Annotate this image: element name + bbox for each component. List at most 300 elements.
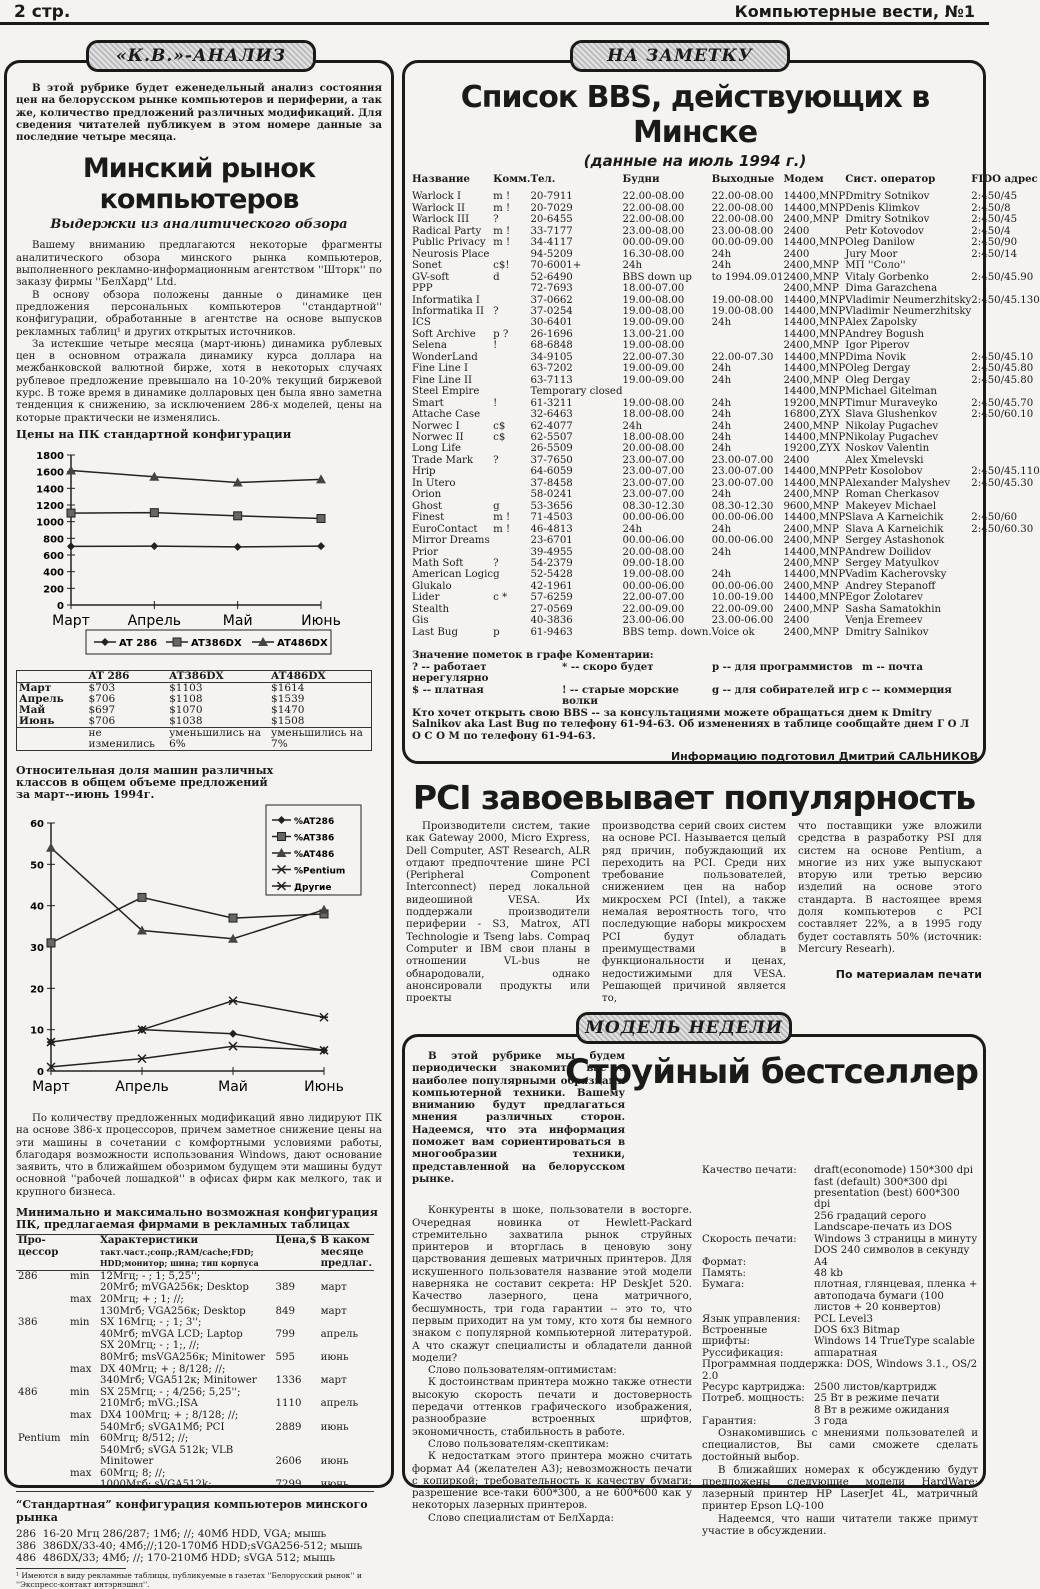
x-tick-label: Апрель bbox=[127, 612, 182, 629]
bbs-row bbox=[412, 512, 1040, 523]
y-tick-label: 1000 bbox=[36, 517, 64, 529]
bbs-row bbox=[412, 489, 1040, 500]
bbs-cell bbox=[622, 386, 711, 397]
series-line bbox=[71, 513, 321, 519]
spec-value: DOS 6x3 Bitmap Windows 14 TrueType scalable bbox=[814, 1324, 975, 1348]
bbs-cell: 22.00-08.00 bbox=[622, 202, 685, 214]
marker-triangle bbox=[66, 465, 76, 474]
bbs-cell bbox=[493, 581, 530, 592]
bbs-cell bbox=[493, 478, 530, 489]
bbs-cell bbox=[971, 317, 1039, 328]
bbs-cell: m ! bbox=[493, 237, 511, 249]
y-tick-label: 0 bbox=[37, 1066, 44, 1078]
bbs-cell: Dmitry Salnikov bbox=[845, 626, 929, 638]
bbs-cell: 00.00-06.00 bbox=[622, 580, 685, 592]
bbs-cell bbox=[971, 260, 1039, 271]
bbs-cell: Informatika II bbox=[412, 305, 484, 317]
bbs-cell: 24h bbox=[711, 569, 732, 581]
y-tick-label: 1600 bbox=[36, 467, 64, 479]
bbs-cell: Finest bbox=[412, 512, 445, 524]
bbs-cell: 24h bbox=[711, 523, 732, 535]
bbs-cell bbox=[971, 489, 1039, 500]
bbs-cell: 24h bbox=[711, 409, 732, 421]
bbs-cell: Norwec I bbox=[412, 420, 460, 432]
config-chars-line: 130Мгб; VGA256к; Desktop bbox=[100, 1305, 246, 1317]
bbs-cell: 2400,MNP bbox=[783, 283, 839, 295]
bbs-cell: 23.00-07.00 bbox=[711, 454, 774, 466]
price-cell: $1470 bbox=[271, 703, 305, 716]
config-chars bbox=[98, 1340, 274, 1363]
legend-label: AT486DX bbox=[277, 637, 328, 649]
spec-value: draft(economode) 150*300 dpi fast (default) 300*300 dpi presentation (best) 600*300 dpi 256 градаций серого Landscape-печать из DOS bbox=[814, 1165, 973, 1234]
config-row bbox=[16, 1433, 374, 1468]
bbs-rubric: НА ЗАМЕТКУ bbox=[570, 40, 790, 72]
bbs-cell: 23.00-08.00 bbox=[711, 225, 774, 237]
price-summary: уменьшились на 7% bbox=[271, 726, 363, 750]
bbs-legend-item: * -- скоро будет bbox=[562, 660, 654, 673]
bbs-cell: 14400,MNP bbox=[783, 294, 846, 306]
price-row bbox=[17, 716, 372, 728]
bbs-row bbox=[412, 627, 1040, 638]
legend-label: %AT286 bbox=[294, 816, 335, 827]
bbs-cell: 23.00-07.00 bbox=[711, 477, 774, 489]
bbs-cell: 23.00-07.00 bbox=[622, 454, 685, 466]
config-chars-line: SX 25Мгц; - ; 4/256; 5,25''; bbox=[100, 1386, 241, 1398]
bbs-cell bbox=[971, 421, 1039, 432]
config-kind: max bbox=[70, 1363, 92, 1375]
bbs-cell: 22.00-08.00 bbox=[711, 214, 774, 226]
bbs-cell: 2400,MNP bbox=[783, 214, 839, 226]
bbs-cell: Ghost bbox=[412, 500, 443, 512]
marker-diamond bbox=[229, 1030, 237, 1038]
bbs-cell: 14400,MNP bbox=[783, 546, 846, 558]
bbs-cell bbox=[971, 547, 1039, 558]
pci-column: что поставщики уже вложили средства в разработку PSI для систем на основе Pentium, а многие из них уже выпускают вторую или третью версию изделий на основе этого стандарта. В настоящее время доля компьютеров с PCI составляет 22%, а в 1995 году будет составлять 50% (источник: Mercury Researh). bbox=[798, 821, 982, 955]
bbs-cell bbox=[971, 501, 1039, 512]
config-proc: Pentium bbox=[18, 1433, 61, 1445]
config-row bbox=[16, 1270, 374, 1294]
model-content bbox=[412, 1050, 978, 1538]
spec-value: 48 kb bbox=[814, 1267, 843, 1279]
config-chars-line: 210Мгб; mVG.;ISA bbox=[100, 1398, 198, 1410]
bbs-cell: Warlock III bbox=[412, 214, 470, 226]
bbs-legend-item: $ -- платная bbox=[412, 683, 484, 696]
spec-key: Ресурс картриджа: bbox=[702, 1381, 806, 1393]
bbs-row bbox=[412, 478, 1040, 489]
bbs-cell: 2:450/60.10 bbox=[971, 409, 1034, 421]
legend-label: Другие bbox=[294, 882, 332, 893]
bbs-row bbox=[412, 306, 1040, 317]
config-chars bbox=[98, 1317, 274, 1340]
bbs-cell: 24h bbox=[711, 431, 732, 443]
bbs-cell: 2400 bbox=[783, 225, 810, 237]
bbs-title: Список BBS, действующих в Минске bbox=[460, 80, 930, 150]
analysis-conclusion: По количеству предложенных модификаций явно лидируют ПК на основе 386-х процессоров, причем заметное снижение цены на эти машины в сочетании с комфортными условиями работы, благодаря возможности использования Windows, дают основание заявить, что в ближайшем обозримом будущем эти машины будут основной ''рабочей лошадкой'' в офисах фирм как мелкого, так и крупного бизнеса. bbox=[16, 1112, 382, 1198]
bbs-cell: 00.00-06.00 bbox=[622, 535, 685, 547]
bbs-cell: Mirror Dreams bbox=[412, 535, 490, 547]
config-table bbox=[16, 1234, 374, 1492]
bbs-cell bbox=[971, 581, 1039, 592]
series-markers bbox=[66, 465, 326, 486]
bbs-cell: 64-6059 bbox=[530, 466, 573, 478]
bbs-row bbox=[412, 455, 1040, 466]
bbs-cell: 22.00-09.00 bbox=[711, 603, 774, 615]
bbs-cell: Radical Party bbox=[412, 225, 482, 237]
bbs-cell: 2400,MNP bbox=[783, 271, 839, 283]
marker-star bbox=[229, 997, 237, 1005]
spec-row bbox=[702, 1279, 978, 1313]
bbs-cell: 09.00-18.00 bbox=[622, 557, 685, 569]
analysis-intro: В этой рубрике будет еженедельный анализ состояния цен на белорусском рынке компьютеров и периферии, а так же, количество предложений различных модификаций. Для сведения читателей публикуем в этом номере данные за последние четыре месяца. bbox=[16, 82, 382, 144]
config-header-price: Цена,$ bbox=[275, 1234, 317, 1247]
config-chars-line: DX4 100Мгц; + ; 8/128; //; bbox=[100, 1409, 239, 1421]
bbs-cell: 18.00-07.00 bbox=[622, 283, 685, 295]
y-tick-label: 600 bbox=[43, 550, 64, 562]
std-config-title: “Стандартная” конфигурация компьютеров минского рынка bbox=[16, 1498, 368, 1525]
config-row bbox=[16, 1317, 374, 1340]
config-kind: max bbox=[70, 1293, 92, 1305]
bbs-cell: BBS temp. down. bbox=[622, 626, 712, 638]
config-proc: 486 bbox=[18, 1386, 38, 1398]
bbs-cell: 14400,MNP bbox=[783, 477, 846, 489]
bbs-cell: 14400,MNP bbox=[783, 317, 846, 329]
bbs-cell bbox=[971, 592, 1039, 603]
bbs-cell: Temporary closed bbox=[530, 386, 623, 398]
bbs-legend-item: ! -- старые морские волки bbox=[562, 683, 679, 708]
bbs-cell: 2:450/45.90 bbox=[971, 271, 1034, 283]
bbs-cell: 24h bbox=[622, 260, 643, 272]
config-chars bbox=[98, 1387, 274, 1410]
price-summary bbox=[17, 727, 87, 750]
bbs-cell: m ! bbox=[493, 523, 511, 535]
bbs-cell: 2:450/45.70 bbox=[971, 397, 1034, 409]
y-tick-label: 50 bbox=[30, 860, 44, 872]
bbs-cell: American Logic bbox=[412, 569, 494, 581]
bbs-cell: 24h bbox=[711, 489, 732, 501]
price-summary: не изменились bbox=[88, 726, 155, 750]
bbs-cell: 00.00-06.00 bbox=[622, 512, 685, 524]
price-month: Май bbox=[19, 703, 46, 716]
bbs-row bbox=[412, 432, 1040, 443]
bbs-content bbox=[412, 80, 1040, 764]
bbs-cell: 20-6455 bbox=[530, 214, 573, 226]
spec-row bbox=[702, 1382, 978, 1393]
y-tick-label: 1400 bbox=[36, 484, 64, 496]
config-chars-line: 540Мгб; sVGA1Мб; PCI bbox=[100, 1421, 225, 1433]
bbs-cell bbox=[712, 558, 784, 569]
bbs-cell bbox=[493, 409, 530, 420]
bbs-cell: Andrey Bogush bbox=[845, 328, 925, 340]
config-chars-line: SX 16Мгц; - ; 1; 3''; bbox=[100, 1317, 202, 1329]
config-row bbox=[16, 1468, 374, 1492]
bbs-cell: 14400,MNP bbox=[783, 351, 846, 363]
bbs-cell bbox=[493, 317, 530, 328]
bbs-cell: 14400,MNP bbox=[783, 592, 846, 604]
bbs-row bbox=[412, 214, 1040, 225]
page-number: 2 стр. bbox=[14, 2, 71, 22]
bbs-cell: BBS down up bbox=[622, 271, 692, 283]
series-markers bbox=[67, 509, 325, 523]
config-chars-line: 12Мгц; - ; 1; 5,25''; bbox=[100, 1270, 201, 1282]
bbs-cell: 19.00-08.00 bbox=[622, 340, 685, 352]
bbs-cell bbox=[712, 329, 784, 340]
marker-diamond bbox=[67, 542, 75, 550]
price-month: Июнь bbox=[19, 714, 55, 727]
bbs-cell bbox=[971, 455, 1039, 466]
bbs-legend-item: p -- для программистов bbox=[712, 660, 853, 673]
bbs-cell: 22.00-08.00 bbox=[711, 191, 774, 203]
bbs-legend-item: c -- коммерция bbox=[862, 683, 952, 696]
bbs-cell bbox=[712, 283, 784, 294]
bbs-cell: 62-4077 bbox=[530, 420, 573, 432]
bbs-cell: m ! bbox=[493, 191, 511, 203]
spec-key: Память: bbox=[702, 1267, 746, 1279]
spec-value: 2500 листов/картридж bbox=[814, 1381, 937, 1393]
marker-square bbox=[67, 509, 75, 517]
price-summary-row bbox=[17, 727, 372, 750]
config-chars-line: 1000Мгб; sVGA512k; bbox=[100, 1479, 212, 1491]
bbs-cell: Prior bbox=[412, 546, 438, 558]
price-cell: $1508 bbox=[271, 714, 305, 727]
bbs-cell: ICS bbox=[412, 317, 431, 329]
bbs-cell: 14400,MNP bbox=[783, 569, 846, 581]
bbs-row bbox=[412, 203, 1040, 214]
price-cell: $1038 bbox=[169, 714, 203, 727]
marker-square bbox=[278, 832, 286, 840]
config-chars bbox=[98, 1364, 274, 1387]
config-chars bbox=[98, 1433, 274, 1468]
marker-triangle bbox=[46, 843, 56, 852]
bbs-cell: 2:450/45.110 bbox=[971, 466, 1040, 478]
bbs-cell: 24h bbox=[622, 523, 643, 535]
bbs-cell bbox=[971, 558, 1039, 569]
bbs-cell bbox=[971, 615, 1039, 626]
price-cell: $1070 bbox=[169, 703, 203, 716]
bbs-cell: Fine Line II bbox=[412, 374, 473, 386]
model-closing-paragraph: В ближайших номерах к обсуждению будут предложены следующие модели HardWare: лазерный принтер HP LaserJet 4L, матричный принтер Epson LQ-100 bbox=[702, 1464, 978, 1513]
price-header: AT486DX bbox=[271, 669, 326, 682]
bbs-cell: PPP bbox=[412, 283, 433, 295]
price-cell: $706 bbox=[88, 714, 116, 727]
bbs-cell: Trade Mark bbox=[412, 454, 474, 466]
bbs-cell: 2:450/45.10 bbox=[971, 351, 1034, 363]
bbs-cell: Jury Moor bbox=[845, 248, 898, 260]
bbs-row bbox=[412, 352, 1040, 363]
bbs-cell: 24h bbox=[711, 374, 732, 386]
bbs-row bbox=[412, 249, 1040, 260]
y-tick-label: 60 bbox=[30, 818, 44, 830]
bbs-cell: Egor Zolotarev bbox=[845, 592, 923, 604]
price-chart-title: Цены на ПК стандартной конфигурации bbox=[16, 426, 292, 441]
bbs-cell: 00.00-06.00 bbox=[711, 580, 774, 592]
config-proc: 286 bbox=[18, 1270, 38, 1282]
model-paragraph: Конкуренты в шоке, пользователи в восторге. Очередная новинка от Hewlett-Packard стремительно захватила рынок струйных принтеров и вторглась в ценовую зону царствования дешевых матричных принтеров. Для искушенного пользователя название этой модели наверняка не составит секрета: HP DeskJet 520. Качество лазерного, цена матричного, бесшумность, три года гарантии -- это то, что первым приходит на ум тому, кто хотя бы немного знаком с популярной компьютерной литературой. А что скажут специалисты и обладатели данной модели? bbox=[412, 1205, 692, 1364]
bbs-cell: 23.00-08.00 bbox=[622, 225, 685, 237]
y-tick-label: 10 bbox=[30, 1025, 44, 1037]
bbs-cell bbox=[712, 340, 784, 351]
bbs-cell: Glukalo bbox=[412, 580, 452, 592]
bbs-cell: 54-2379 bbox=[530, 557, 573, 569]
marker-square bbox=[317, 514, 325, 522]
bbs-cell: Smart bbox=[412, 397, 444, 409]
bbs-cell: Timur Muraveyko bbox=[845, 397, 938, 409]
bbs-cell: to 1994.09.01 bbox=[711, 271, 784, 283]
price-cell: $703 bbox=[88, 681, 116, 694]
config-price: 2889 bbox=[275, 1421, 302, 1433]
config-header-month: В каком месяце предлаг. bbox=[320, 1234, 372, 1270]
share-chart bbox=[16, 803, 382, 1103]
bbs-cell bbox=[493, 352, 530, 363]
bbs-cell: c$ bbox=[493, 431, 506, 443]
bbs-cell: 2400 bbox=[783, 615, 810, 627]
x-tick-label: Май bbox=[218, 1078, 248, 1095]
bbs-cell: Norwec II bbox=[412, 431, 464, 443]
marker-star bbox=[320, 1013, 328, 1021]
bbs-row bbox=[412, 375, 1040, 386]
bbs-cell: 16800,ZYX bbox=[783, 409, 841, 421]
config-chars-line: 540Мгб; sVGA 512k; VLB Minitower bbox=[100, 1444, 234, 1468]
bbs-cell: 2:450/8 bbox=[971, 202, 1011, 214]
config-proc bbox=[16, 1340, 68, 1363]
config-kind: min bbox=[70, 1317, 90, 1329]
x-tick-label: Март bbox=[52, 612, 90, 629]
analysis-paragraph: Вашему вниманию предлагаются некоторые фрагменты аналитического обзора минского рынка компьютеров, выполненного рекламно-информационным агентством ''Шторк'' по заказу фирмы ''БелХард'' Ltd. bbox=[16, 240, 382, 289]
bbs-column-header: Название bbox=[412, 173, 470, 185]
bbs-cell: Gis bbox=[412, 615, 429, 627]
bbs-cell: 2:450/90 bbox=[971, 237, 1018, 249]
series-markers bbox=[47, 1042, 328, 1071]
spec-key: Руссификация: bbox=[702, 1347, 784, 1359]
bbs-cell: МП ''Соло'' bbox=[845, 260, 906, 272]
bbs-cell bbox=[971, 535, 1039, 546]
bbs-cell: 2:450/4 bbox=[971, 225, 1011, 237]
model-specs bbox=[702, 1165, 978, 1538]
model-closing-paragraph: Надеемся, что наши читатели также примут участие в обсуждении. bbox=[702, 1513, 978, 1537]
bbs-cell: 08.30-12.30 bbox=[622, 500, 685, 512]
bbs-cell: Dima Garazchena bbox=[845, 283, 938, 295]
marker-square bbox=[234, 512, 242, 520]
bbs-cell: Vadim Kacherovsky bbox=[845, 569, 947, 581]
bbs-cell: ? bbox=[493, 305, 499, 317]
bbs-cell: 23.00-07.00 bbox=[711, 466, 774, 478]
bbs-cell: 00.00-09.00 bbox=[711, 237, 774, 249]
config-row bbox=[16, 1387, 374, 1410]
bbs-row bbox=[412, 340, 1040, 351]
marker-triangle bbox=[319, 905, 329, 914]
spec-value: 3 года bbox=[814, 1416, 848, 1428]
model-intro: В этой рубрике мы будем периодически знакомить вас с наиболее популярными образцами компьютерной техники. Вашему вниманию будут предлагаться мнения различных сторон. Надеемся, что эта информация поможет вам сориентироваться в многообразии техники, представленной на белорусском рынке. bbox=[412, 1050, 626, 1185]
bbs-cell: 23-6701 bbox=[530, 535, 573, 547]
model-closing bbox=[702, 1428, 978, 1539]
config-proc bbox=[16, 1294, 68, 1317]
bbs-cell: 19.00-08.00 bbox=[711, 294, 774, 306]
marker-square bbox=[173, 638, 181, 646]
spec-value: аппаратная bbox=[814, 1347, 878, 1359]
bbs-cell bbox=[493, 363, 530, 374]
bbs-cell: 32-6463 bbox=[530, 409, 573, 421]
bbs-column-header: Комм. bbox=[493, 173, 531, 185]
std-config-row: 486 486DX/33; 4Мб; //; 170-210Мб HDD; sVGA 512; мышь bbox=[16, 1552, 336, 1565]
bbs-cell: Vladimir Neumerzhitsky bbox=[845, 294, 972, 306]
bbs-cell: Nikolay Pugachev bbox=[845, 420, 939, 432]
bbs-cell: Roman Cherkasov bbox=[845, 489, 940, 501]
bbs-cell: Dmitry Sotnikov bbox=[845, 191, 930, 203]
bbs-cell: 27-0569 bbox=[530, 603, 573, 615]
config-chars-line: 20Мгц; + ; 1; //; bbox=[100, 1293, 184, 1305]
bbs-cell: 24h bbox=[711, 248, 732, 260]
bbs-cell: 19.00-08.00 bbox=[622, 294, 685, 306]
bbs-cell: Oleg Danilow bbox=[845, 237, 915, 249]
legend-label: AT 286 bbox=[119, 637, 158, 649]
bbs-cell: WonderLand bbox=[412, 351, 478, 363]
bbs-row bbox=[412, 237, 1040, 248]
bbs-cell: 08.30-12.30 bbox=[711, 500, 774, 512]
bbs-cell: p bbox=[493, 626, 500, 638]
analysis-subtitle: Выдержки из аналитического обзора bbox=[50, 217, 348, 233]
config-price: 595 bbox=[275, 1351, 295, 1363]
config-chars bbox=[98, 1270, 274, 1294]
bbs-cell: Orion bbox=[412, 489, 442, 501]
bbs-cell: g bbox=[493, 569, 500, 581]
bbs-row bbox=[412, 191, 1040, 202]
series-markers bbox=[47, 997, 328, 1046]
bbs-cell: 30-6401 bbox=[530, 317, 573, 329]
bbs-cell: Oleg Dergay bbox=[845, 363, 911, 375]
config-price: 1110 bbox=[275, 1398, 302, 1410]
config-row bbox=[16, 1294, 374, 1317]
bbs-table bbox=[412, 174, 1040, 638]
bbs-cell bbox=[971, 432, 1039, 443]
bbs-row bbox=[412, 501, 1040, 512]
bbs-cell: 19.00-09.00 bbox=[622, 374, 685, 386]
bbs-cell: GV-soft bbox=[412, 271, 450, 283]
config-title: Минимально и максимально возможная конфигурация ПК, предлагаемая фирмами в рекламных таблицах bbox=[16, 1206, 378, 1232]
bbs-cell: 2:450/60.30 bbox=[971, 523, 1034, 535]
bbs-cell: 14400,MNP bbox=[783, 512, 846, 524]
config-price: 849 bbox=[275, 1305, 295, 1317]
config-proc bbox=[16, 1410, 68, 1433]
config-month: март bbox=[320, 1305, 347, 1317]
std-config-row: 286 16-20 Мгц 286/287; 1Мб; //; 40Мб HDD, VGA; мышь bbox=[16, 1528, 327, 1541]
spec-value: PCL Level3 bbox=[814, 1313, 873, 1325]
bbs-cell bbox=[493, 615, 530, 626]
bbs-cell: d bbox=[493, 271, 500, 283]
price-header: AT 286 bbox=[88, 669, 130, 682]
x-tick-label: Май bbox=[222, 612, 253, 629]
footnote-rule bbox=[16, 1568, 126, 1569]
spec-key: Качество печати: bbox=[702, 1165, 797, 1177]
bbs-cell: 20.00-08.00 bbox=[622, 443, 685, 455]
bbs-cell: c * bbox=[493, 592, 508, 604]
bbs-cell bbox=[971, 627, 1039, 638]
spec-row bbox=[702, 1268, 978, 1279]
bbs-cell: 22.00-07.00 bbox=[622, 592, 685, 604]
bbs-column-header: Тел. bbox=[530, 173, 556, 185]
bbs-row bbox=[412, 295, 1040, 306]
bbs-cell: 24h bbox=[711, 363, 732, 375]
bbs-cell: 14400,MNP bbox=[783, 431, 846, 443]
bbs-cell: Lider bbox=[412, 592, 440, 604]
bbs-cell: 23.00-06.00 bbox=[622, 615, 685, 627]
bbs-cell: 20-7029 bbox=[530, 202, 573, 214]
pci-columns bbox=[402, 821, 986, 1005]
bbs-cell: Stealth bbox=[412, 603, 450, 615]
bbs-cell: 10.00-19.00 bbox=[711, 592, 774, 604]
bbs-cell: 61-9463 bbox=[530, 626, 573, 638]
series-markers bbox=[47, 1026, 328, 1055]
bbs-cell: 20-7911 bbox=[530, 191, 573, 203]
bbs-cell: Sergey Matyulkov bbox=[845, 557, 939, 569]
